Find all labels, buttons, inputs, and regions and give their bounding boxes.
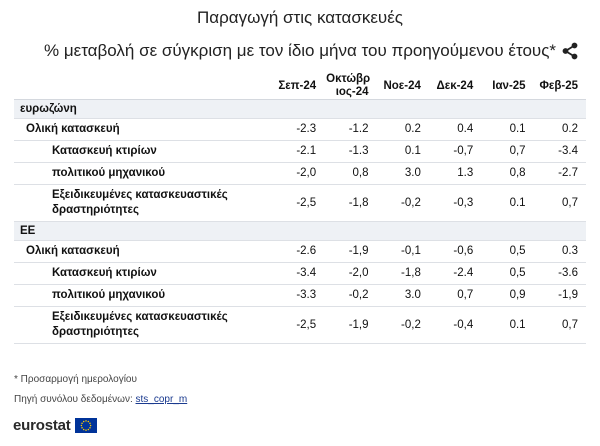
row-label	[14, 263, 272, 285]
column-header-text: Φεβ-25	[539, 79, 578, 92]
flag-star	[85, 420, 87, 422]
value-cell: -1,9	[534, 285, 586, 307]
value-cell: 0.2	[534, 119, 586, 141]
table-row	[14, 119, 586, 141]
flag-star	[85, 429, 87, 431]
group-row	[14, 222, 586, 241]
value-cell: -0,1	[377, 241, 429, 263]
value-cell: 0.2	[377, 119, 429, 141]
value-cell: -0,2	[324, 285, 376, 307]
table-row	[14, 307, 586, 344]
flag-star	[89, 427, 91, 429]
value-cell: -1,9	[324, 307, 376, 344]
value-cell: -0,7	[429, 141, 481, 163]
row-label	[14, 163, 272, 185]
table-row	[14, 185, 586, 222]
row-label-text: Κατασκευή κτιρίων	[52, 267, 157, 279]
column-header	[377, 73, 429, 100]
value-cell: 3.0	[377, 163, 429, 185]
row-label-text: δραστηριότητες	[52, 326, 139, 338]
value-cell: 3.0	[377, 285, 429, 307]
value-cell: 0,8	[481, 163, 533, 185]
value-cell: -0,6	[429, 241, 481, 263]
row-label	[14, 185, 272, 222]
row-label-text: Εξειδικευμένες κατασκευαστικές	[52, 189, 228, 201]
share-icon-graphic	[560, 41, 580, 61]
value-cell: 1.3	[429, 163, 481, 185]
column-header	[534, 73, 586, 100]
row-label-text: δραστηριότητες	[52, 204, 139, 216]
value-cell: -2,5	[272, 307, 324, 344]
flag-star	[83, 428, 85, 430]
column-header-text: Νοε-24	[383, 79, 421, 92]
value-cell: -1,8	[324, 185, 376, 222]
value-cell: 0,5	[481, 263, 533, 285]
value-cell: -1,8	[377, 263, 429, 285]
value-cell: -0,2	[377, 185, 429, 222]
table-row	[14, 263, 586, 285]
value-cell: 0,7	[429, 285, 481, 307]
value-cell: -2,5	[272, 185, 324, 222]
source-link[interactable]: sts_copr_m	[135, 394, 188, 405]
value-cell: -3.4	[272, 263, 324, 285]
flag-star	[80, 424, 82, 426]
row-label	[14, 119, 272, 141]
row-label	[14, 141, 272, 163]
value-cell: 0,7	[534, 307, 586, 344]
value-cell: 0.1	[377, 141, 429, 163]
eu-flag-icon	[75, 418, 97, 433]
value-cell: -3.3	[272, 285, 324, 307]
value-cell: -2.7	[534, 163, 586, 185]
footnote: * Προσαρμογή ημερολογίου	[14, 374, 137, 385]
row-label-text: Ολική κατασκευή	[26, 245, 120, 257]
flag-star	[87, 420, 89, 422]
value-cell: 0,7	[534, 185, 586, 222]
flag-star	[89, 424, 91, 426]
row-label	[14, 307, 272, 344]
value-cell: -0,4	[429, 307, 481, 344]
row-label-text: πολιτικού μηχανικού	[52, 167, 166, 179]
row-label-text: πολιτικού μηχανικού	[52, 289, 166, 301]
table-row	[14, 163, 586, 185]
column-header	[429, 73, 481, 100]
group-row	[14, 100, 586, 119]
table-header-row	[14, 73, 586, 100]
column-header	[481, 73, 533, 100]
group-label: ευρωζώνη	[14, 100, 586, 119]
row-label-text: Ολική κατασκευή	[26, 123, 120, 135]
value-cell: -2.4	[429, 263, 481, 285]
column-header	[324, 73, 376, 100]
table-body	[14, 100, 586, 344]
value-cell: -2.1	[272, 141, 324, 163]
column-header	[272, 73, 324, 100]
value-cell: 0,7	[481, 141, 533, 163]
table-header-corner	[14, 73, 272, 100]
value-cell: -0,2	[377, 307, 429, 344]
value-cell: -0,3	[429, 185, 481, 222]
flag-star	[89, 422, 91, 424]
chart-title: Παραγωγή στις κατασκευές	[196, 8, 404, 27]
value-cell: -2.6	[272, 241, 324, 263]
row-label	[14, 285, 272, 307]
value-cell: 0,9	[481, 285, 533, 307]
value-cell: -2,0	[272, 163, 324, 185]
row-label-text: Κατασκευή κτιρίων	[52, 145, 157, 157]
flag-star	[87, 428, 89, 430]
column-header-text: Οκτώβρ	[326, 73, 371, 85]
column-header-text: Σεπ-24	[278, 79, 317, 92]
table-row	[14, 241, 586, 263]
table-row	[14, 141, 586, 163]
value-cell: -1.3	[324, 141, 376, 163]
chart-subtitle: % μεταβολή σε σύγκριση με τον ίδιο μήνα του προηγούμενου έτους*	[43, 41, 557, 60]
flag-star	[83, 420, 85, 422]
eurostat-wordmark: eurostat	[13, 416, 71, 434]
column-header-text: Ιαν-25	[492, 79, 526, 92]
group-label: ΕΕ	[14, 222, 586, 241]
value-cell: 0.3	[534, 241, 586, 263]
dataset-source	[14, 394, 187, 405]
value-cell: -2,0	[324, 263, 376, 285]
row-label-text: Εξειδικευμένες κατασκευαστικές	[52, 311, 228, 323]
column-header-text: Δεκ-24	[436, 79, 474, 92]
value-cell: 0.1	[481, 185, 533, 222]
eurostat-logo[interactable]	[13, 415, 97, 435]
data-table	[14, 73, 586, 344]
column-header-text: ιος-24	[335, 86, 369, 98]
row-label	[14, 241, 272, 263]
value-cell: -3.4	[534, 141, 586, 163]
value-cell: 0,8	[324, 163, 376, 185]
value-cell: -3.6	[534, 263, 586, 285]
value-cell: 0,5	[481, 241, 533, 263]
flag-star	[81, 422, 83, 424]
table-row	[14, 285, 586, 307]
value-cell: 0.1	[481, 119, 533, 141]
value-cell: 0.1	[481, 307, 533, 344]
value-cell: -1,9	[324, 241, 376, 263]
flag-star	[81, 427, 83, 429]
value-cell: -2.3	[272, 119, 324, 141]
value-cell: -1.2	[324, 119, 376, 141]
value-cell: 0.4	[429, 119, 481, 141]
share-icon[interactable]	[560, 41, 580, 61]
source-label: Πηγή συνόλου δεδομένων:	[14, 394, 133, 405]
